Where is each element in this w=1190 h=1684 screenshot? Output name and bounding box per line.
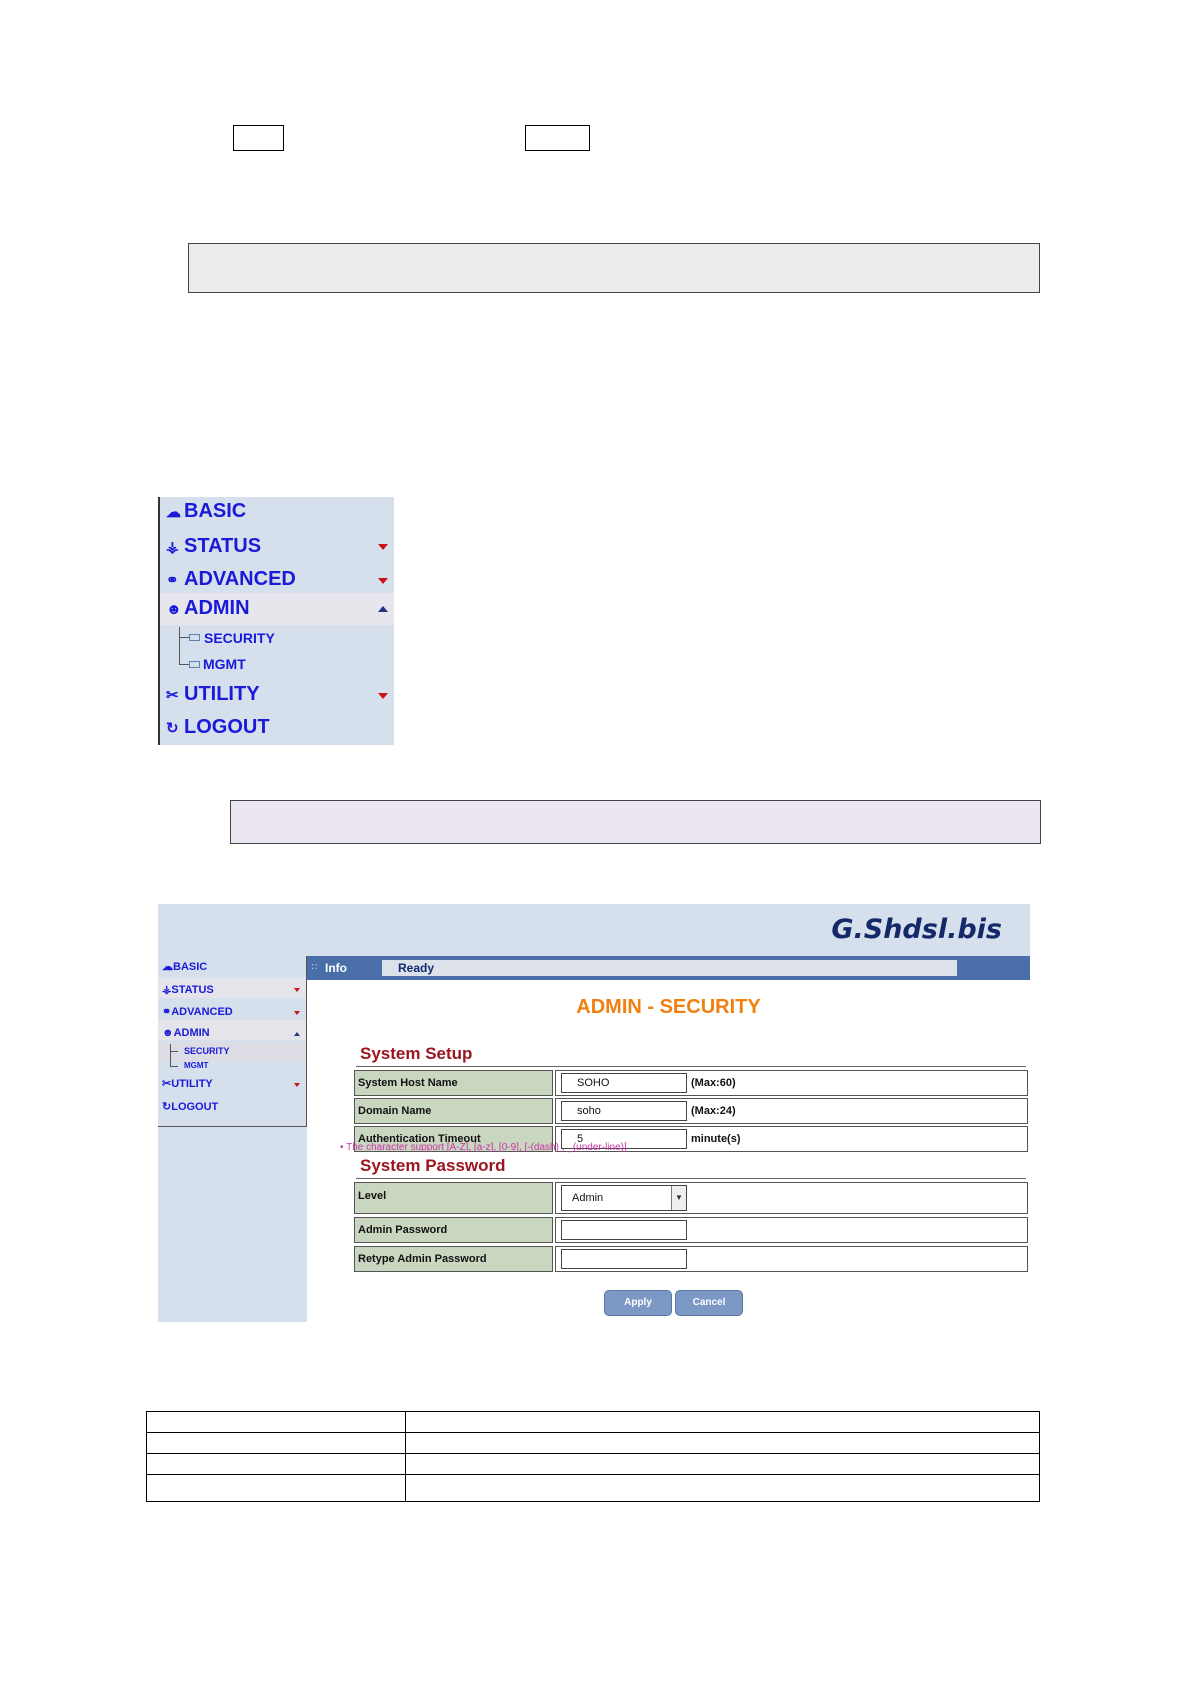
chevron-down-icon[interactable] [294, 988, 300, 992]
tools-icon: ✂ [162, 1078, 172, 1090]
table-cell [406, 1475, 1040, 1502]
table-cell [147, 1433, 406, 1454]
sidebar-item-status[interactable]: ⚶STATUS [162, 984, 214, 996]
tools-icon: ✂ [166, 687, 179, 704]
info-label: Info [325, 961, 347, 975]
label-admin-password: Admin Password [354, 1217, 553, 1243]
chart-icon: ⚶ [166, 539, 179, 556]
section-system-setup: System Setup [360, 1044, 473, 1063]
auth-timeout-input[interactable]: 5 [561, 1129, 687, 1149]
brand-logo: G.Shdsl.bis [831, 914, 1002, 945]
row-level [354, 1182, 1028, 1214]
sidebar-band [158, 1042, 306, 1062]
value-cell [555, 1217, 1028, 1243]
cancel-button[interactable]: Cancel [675, 1290, 743, 1316]
table-cell [147, 1412, 406, 1433]
info-bullet-icon: :: [311, 961, 318, 972]
info-bar [307, 956, 1030, 980]
section-divider [356, 1066, 1026, 1067]
table-row [147, 1433, 1040, 1454]
cloud-icon: ☁ [162, 961, 173, 973]
chevron-down-icon[interactable] [294, 1083, 300, 1087]
domain-name-input[interactable]: soho [561, 1101, 687, 1121]
cloud-icon: ☁ [166, 504, 181, 521]
large-admin-menu [158, 497, 394, 745]
host-name-max: (Max:60) [691, 1077, 736, 1089]
sidebar-item-utility[interactable]: ✂UTILITY [162, 1078, 213, 1090]
section-divider [356, 1178, 1026, 1179]
status-ready: Ready [382, 960, 957, 976]
table-row [147, 1475, 1040, 1502]
label-host-name: System Host Name [354, 1070, 553, 1096]
logout-icon: ↻ [166, 720, 179, 737]
sidebar-item-logout[interactable]: ↻LOGOUT [162, 1101, 219, 1113]
chevron-up-icon[interactable] [294, 1032, 300, 1036]
table-cell [406, 1433, 1040, 1454]
folder-icon [189, 634, 200, 641]
table-cell [406, 1454, 1040, 1475]
value-cell [555, 1246, 1028, 1272]
submenu-mgmt[interactable]: MGMT [203, 656, 246, 672]
menu-item-logout[interactable]: ↻ LOGOUT [166, 716, 270, 738]
domain-name-max: (Max:24) [691, 1105, 736, 1117]
page-title: ADMIN - SECURITY [576, 996, 761, 1018]
row-admin-password [354, 1217, 1028, 1243]
empty-box-2 [525, 125, 590, 151]
table-cell [147, 1454, 406, 1475]
chevron-down-icon[interactable] [378, 544, 388, 550]
label-domain-name: Domain Name [354, 1098, 553, 1124]
row-domain-name [354, 1098, 1028, 1124]
level-select[interactable] [561, 1185, 687, 1211]
tree-branch-1 [170, 1051, 178, 1052]
logout-icon: ↻ [162, 1101, 172, 1113]
sidebar-menu [158, 956, 307, 1127]
chart-icon: ⚶ [162, 984, 172, 996]
table-cell [406, 1412, 1040, 1433]
users-icon: ☻ [166, 601, 182, 618]
menu-item-status[interactable]: ⚶ STATUS [166, 535, 262, 557]
menu-item-utility[interactable]: ✂ UTILITY [166, 683, 260, 705]
character-support-note: • The character support [A-Z], [a-z], [0-9], [-(dash) , _(under-line)] [340, 1142, 627, 1153]
note-bar-gray [188, 243, 1040, 293]
admin-password-input[interactable] [561, 1220, 687, 1240]
chevron-down-icon[interactable]: ▼ [671, 1186, 686, 1210]
submenu-security[interactable]: SECURITY [204, 630, 275, 646]
level-select-value: Admin [572, 1192, 604, 1204]
tree-line [179, 627, 180, 665]
table-row [147, 1454, 1040, 1475]
link-icon: ⚭ [166, 572, 179, 589]
menu-item-basic[interactable]: ☁ BASIC [166, 500, 247, 522]
label-level: Level [354, 1182, 553, 1214]
chevron-down-icon[interactable] [378, 578, 388, 584]
router-admin-security-screenshot [158, 904, 1030, 1322]
submenu-mgmt[interactable]: MGMT [184, 1061, 209, 1070]
submenu-security[interactable]: SECURITY [184, 1046, 230, 1056]
value-cell [555, 1070, 1028, 1096]
apply-button[interactable]: Apply [604, 1290, 672, 1316]
value-cell [555, 1182, 1028, 1214]
row-retype-password [354, 1246, 1028, 1272]
value-cell [555, 1098, 1028, 1124]
empty-box-1 [233, 125, 284, 151]
retype-password-input[interactable] [561, 1249, 687, 1269]
header-banner [158, 904, 1030, 956]
folder-icon [189, 661, 200, 668]
link-icon: ⚭ [162, 1006, 172, 1018]
menu-item-admin[interactable]: ☻ ADMIN [166, 597, 250, 619]
sidebar [158, 956, 307, 1322]
host-name-input[interactable]: SOHO [561, 1073, 687, 1093]
sidebar-item-admin[interactable]: ☻ADMIN [162, 1027, 210, 1039]
menu-item-advanced[interactable]: ⚭ ADVANCED [166, 568, 296, 590]
tree-branch-2 [170, 1066, 178, 1067]
label-auth-timeout: Authentication Timeout [354, 1126, 553, 1152]
chevron-down-icon[interactable] [294, 1011, 300, 1015]
auth-timeout-unit: minute(s) [691, 1133, 741, 1145]
chevron-down-icon[interactable] [378, 693, 388, 699]
sidebar-item-basic[interactable]: ☁BASIC [162, 961, 208, 973]
label-retype-password: Retype Admin Password [354, 1246, 553, 1272]
row-host-name [354, 1070, 1028, 1096]
section-system-password: System Password [360, 1156, 506, 1175]
tree-line [170, 1044, 171, 1066]
users-icon: ☻ [162, 1027, 174, 1039]
sidebar-item-advanced[interactable]: ⚭ADVANCED [162, 1006, 233, 1018]
table-cell [147, 1475, 406, 1502]
note-bar-lavender [230, 800, 1041, 844]
chevron-up-icon[interactable] [378, 606, 388, 612]
table-row [147, 1412, 1040, 1433]
empty-table [146, 1411, 1040, 1502]
